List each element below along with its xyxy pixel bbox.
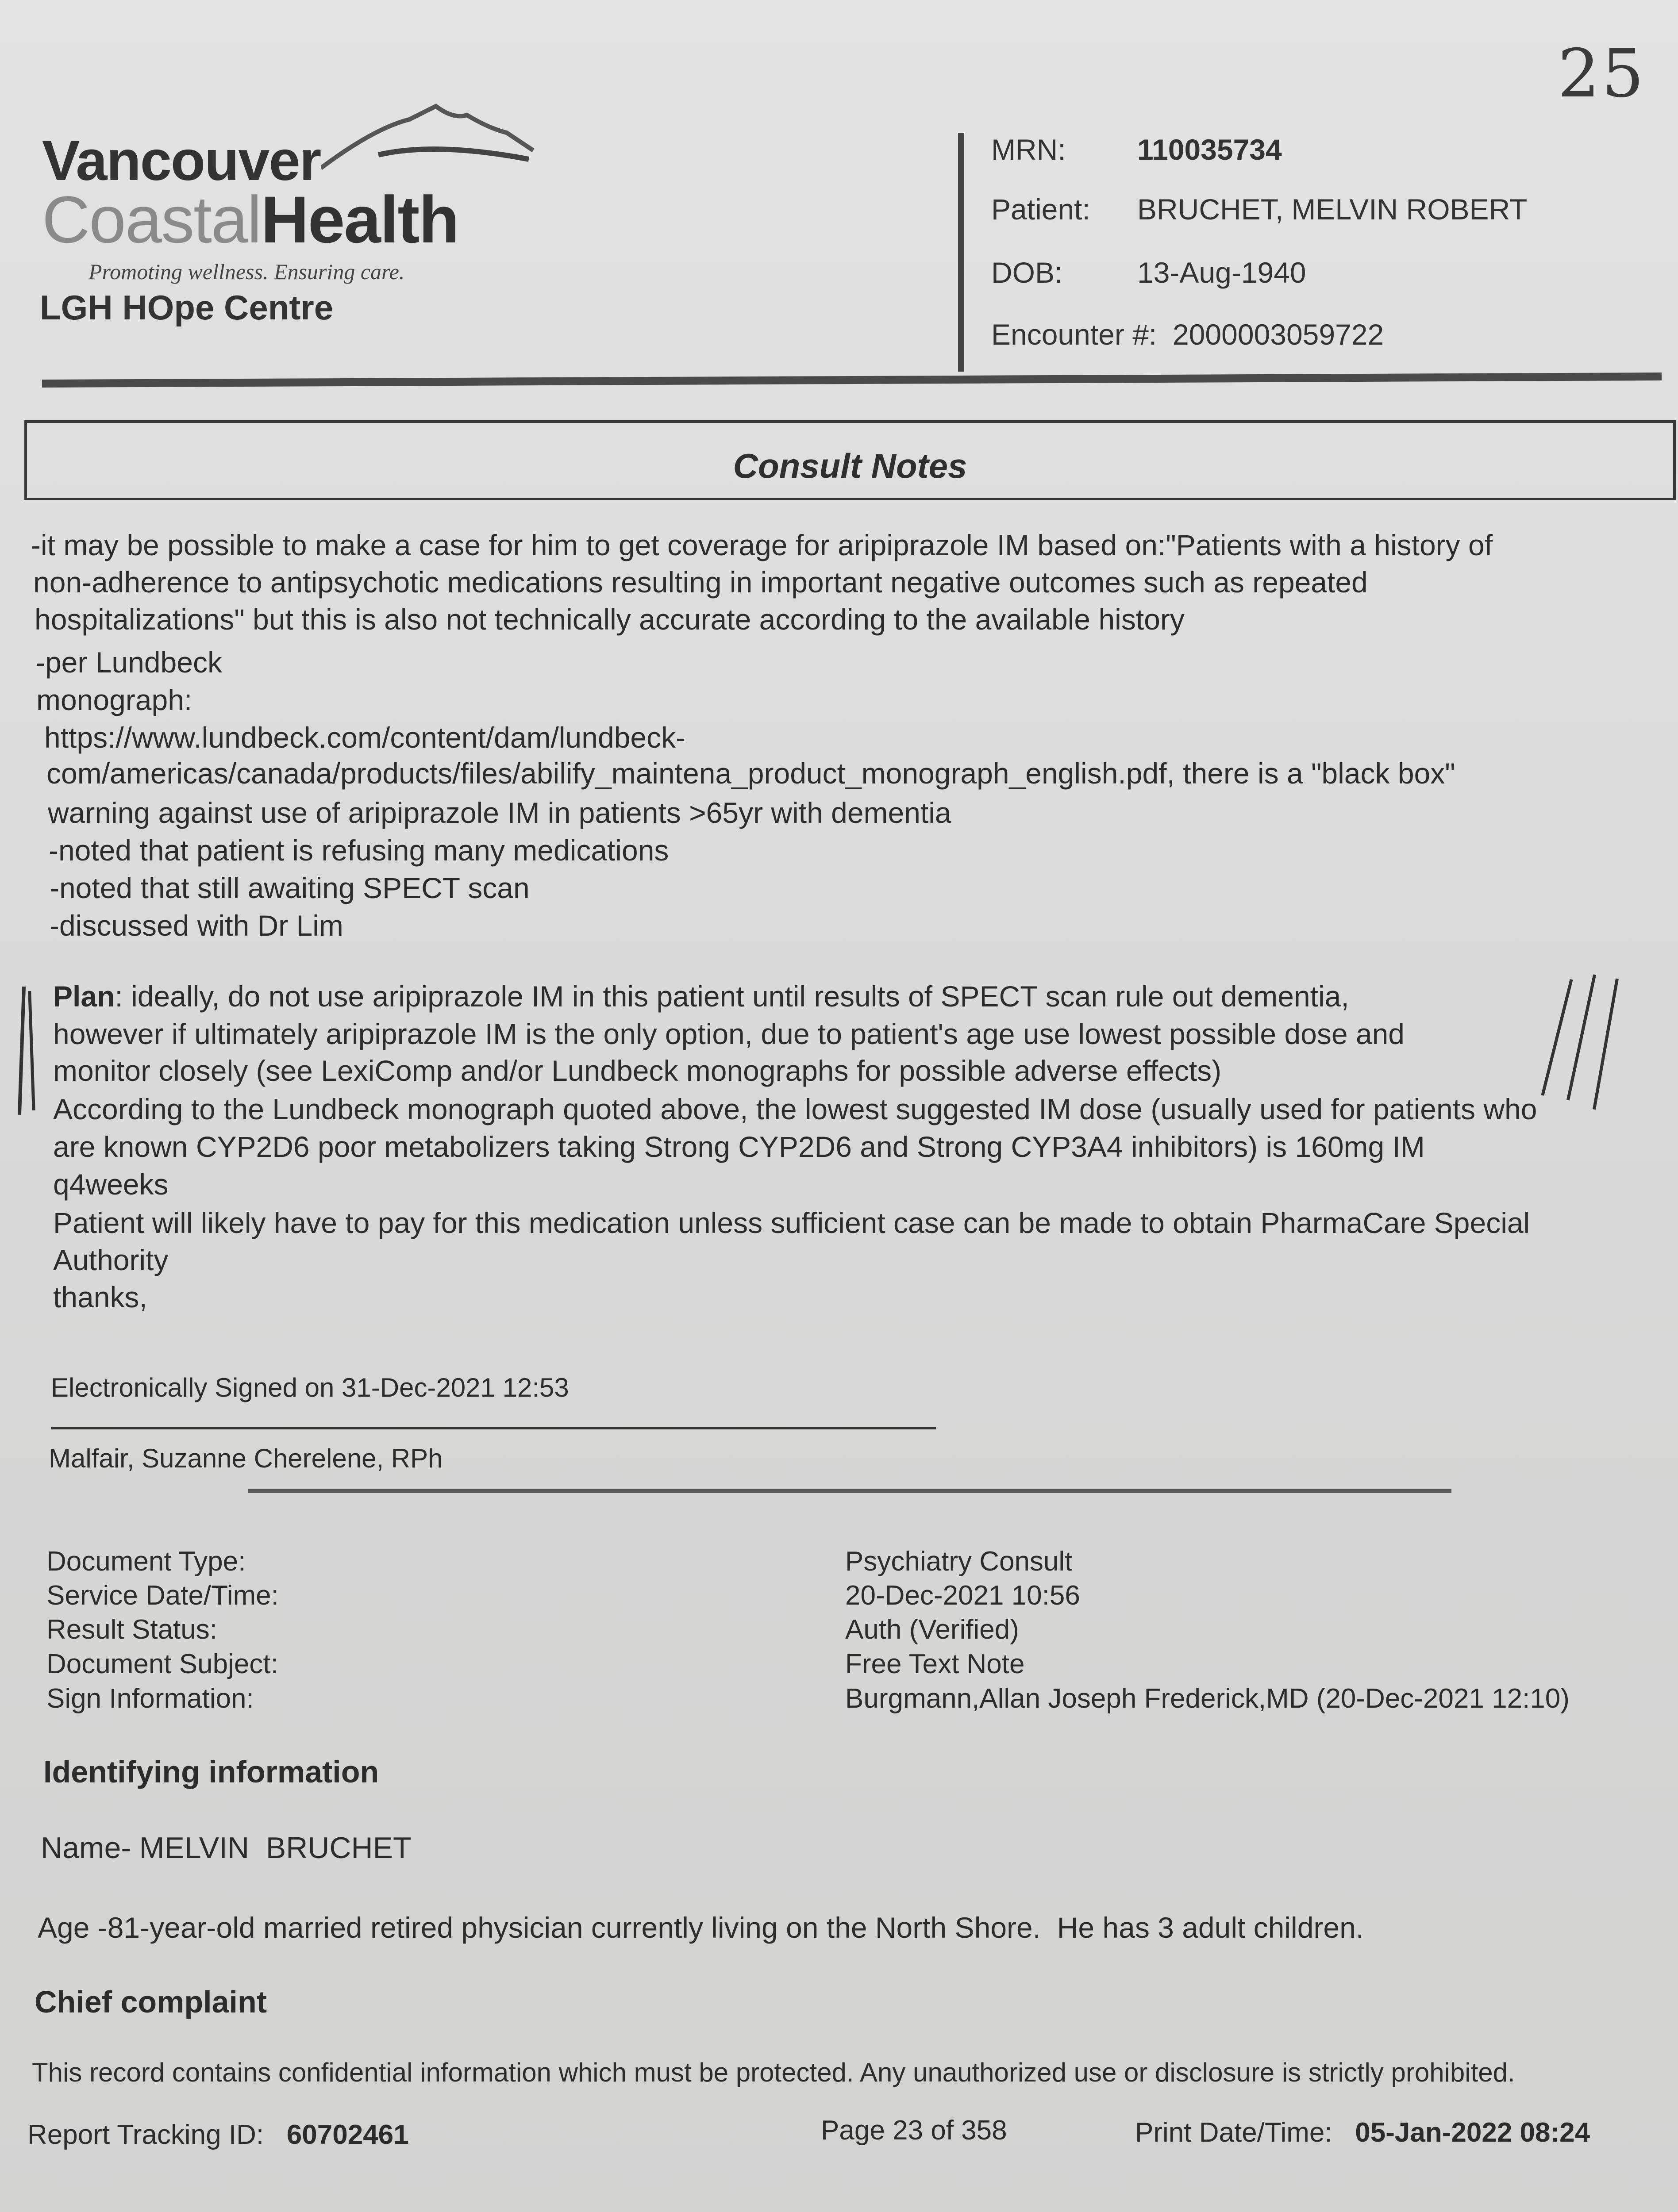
note-link: https://www.lundbeck.com/content/dam/lundbeck- [44, 721, 686, 754]
note-line: non-adherence to antipsychotic medications resulting in important negative outcomes such as repeated [33, 566, 1368, 599]
doc-info-value: Free Text Note [845, 1649, 1025, 1679]
identifying-heading: Identifying information [43, 1755, 379, 1789]
plan-line: monitor closely (see LexiComp and/or Lundbeck monographs for possible adverse effects) [53, 1054, 1222, 1087]
site-name: LGH HOpe Centre [40, 288, 334, 327]
signer-name: Malfair, Suzanne Cherelene, RPh [49, 1444, 443, 1473]
doc-info-label: Service Date/Time: [46, 1580, 279, 1611]
margin-mark [1566, 974, 1596, 1100]
report-tracking: Report Tracking ID: 60702461 [27, 2120, 409, 2150]
margin-mark [28, 991, 35, 1110]
vch-logo [42, 102, 529, 332]
doc-info-value: 20-Dec-2021 10:56 [845, 1580, 1080, 1611]
identifying-name: Name- MELVIN BRUCHET [41, 1831, 412, 1865]
doc-info-value: Psychiatry Consult [845, 1546, 1073, 1577]
doc-info-label: Result Status: [46, 1614, 217, 1645]
header-divider [958, 133, 964, 372]
identifying-age: Age -81-year-old married retired physician currently living on the North Shore. He has 3 adult children. [38, 1911, 1364, 1944]
doc-info-label: Document Subject: [46, 1649, 278, 1679]
plan-line: According to the Lundbeck monograph quoted above, the lowest suggested IM dose (usually used for patients who [53, 1093, 1537, 1125]
plan-line: however if ultimately aripiprazole IM is the only option, due to patient's age use lowest possible dose and [53, 1018, 1405, 1050]
note-line: com/americas/canada/products/files/abilify_maintena_product_monograph_english.pdf, there is a "black box" [46, 757, 1455, 790]
plan-line: q4weeks [53, 1168, 169, 1201]
note-line: -discussed with Dr Lim [50, 909, 343, 942]
note-line: -it may be possible to make a case for him to get coverage for aripiprazole IM based on:"Patients with a history of [31, 529, 1493, 561]
mountain-logo-icon [321, 102, 542, 173]
consult-notes-box [24, 420, 1676, 500]
margin-mark [1593, 979, 1619, 1110]
margin-mark [18, 987, 26, 1115]
logo-line-1: Vancouver [42, 129, 321, 192]
note-line: -noted that patient is refusing many medications [49, 834, 669, 867]
note-line: hospitalizations" but this is also not technically accurate according to the available history [35, 603, 1185, 636]
note-line: -per Lundbeck [35, 646, 222, 679]
logo-line-2: CoastalHealth [42, 182, 459, 257]
header-rule [42, 373, 1662, 388]
page-indicator: Page 23 of 358 [821, 2115, 1007, 2146]
doc-info-value: Auth (Verified) [845, 1614, 1019, 1645]
document-page: 25 Vancouver CoastalHealth Promoting wellness. Ensuring care. LGH HOpe Centre MRN: 110035734 Patient: BRUCHET, MELVIN ROBERT DOB: 13-Aug-1940 Encounter #: 2000003059722 Consult Notes -it may be possible to make a case for him to get coverage for aripiprazole IM based on:"Patients with a history of non-adherence to antipsychotic medications resulting in important negative outcomes such as repeated hospitalizations" but this is also not technically accurate according to the available history -per Lundbeck monograph: https://www.lundbeck.com/content/dam/lundbeck- com/americas/canada/products/files/abilify_maintena_product_monograph_english.pdf, there is a "black box" warning against use of aripiprazole IM in patients >65yr with dementia -noted that patient is refusing many medications -noted that still awaiting SPECT scan -discussed with Dr Lim Plan: ideally, do not use aripiprazole IM in this patient until results of SPECT scan rule out dementia, however if ultimately aripiprazole IM is the only option, due to patient's age use lowest possible dose and monitor closely (see LexiComp and/or Lundbeck monographs for possible adverse effects) According to the Lundbeck monograph quoted above, the lowest suggested IM dose (usually used for patients who are known CYP2D6 poor metabolizers taking Strong CYP2D6 and Strong CYP3A4 inhibitors) is 160mg IM q4weeks Patient will likely have to pay for this medication unless sufficient case can be made to obtain PharmaCare Special Authority thanks, Electronically Signed on 31-Dec-2021 12:53 Malfair, Suzanne Cherelene, RPh Document Type: Psychiatry Consult Service Date/Time: 20-Dec-2021 10:56 Result Status: Auth (Verified) Document Subject: Free Text Note Sign Information: Burgmann,Allan Joseph Frederick,MD (20-Dec-2021 12:10) Identifying information Name- MELVIN BRUCHET Age -81-year-old married retired physician currently living on the North Shore. He has 3 adult children. Chief complaint This record contains confidential information which must be protected. Any unauthorized use or disclosure is strictly prohibited. Report Tracking ID: 60702461 Page 23 of 358 Print Date/Time: 05-Jan-2022 08:24 [0, 0, 1678, 2212]
plan-line: Patient will likely have to pay for this medication unless sufficient case can be made to obtain PharmaCare Special [53, 1206, 1530, 1239]
logo-tagline: Promoting wellness. Ensuring care. [89, 259, 405, 284]
plan-line: Authority [53, 1244, 169, 1276]
note-line: warning against use of aripiprazole IM in patients >65yr with dementia [48, 796, 951, 829]
signed-on: Electronically Signed on 31-Dec-2021 12:53 [51, 1373, 569, 1402]
doc-info-label: Document Type: [46, 1546, 246, 1577]
note-line: monograph: [36, 684, 192, 716]
plan-line: are known CYP2D6 poor metabolizers taking Strong CYP2D6 and Strong CYP3A4 inhibitors) is 160mg IM [53, 1130, 1425, 1163]
doc-info-label: Sign Information: [46, 1683, 254, 1714]
signature-rule [248, 1489, 1451, 1493]
print-date: Print Date/Time: 05-Jan-2022 08:24 [1135, 2117, 1590, 2148]
signature-line [51, 1427, 936, 1429]
margin-mark [1541, 979, 1573, 1096]
plan-line: Plan: ideally, do not use aripiprazole IM in this patient until results of SPECT scan rule out dementia, [53, 980, 1349, 1013]
section-title: Consult Notes [733, 446, 967, 485]
chief-complaint-heading: Chief complaint [35, 1985, 267, 2019]
note-line: -noted that still awaiting SPECT scan [50, 872, 530, 904]
handwritten-page-number: 25 [1558, 35, 1646, 112]
confidentiality-notice: This record contains confidential information which must be protected. Any unauthorized use or disclosure is strictly prohibited. [32, 2058, 1515, 2087]
doc-info-value: Burgmann,Allan Joseph Frederick,MD (20-Dec-2021 12:10) [845, 1683, 1570, 1714]
plan-line: thanks, [53, 1281, 147, 1313]
